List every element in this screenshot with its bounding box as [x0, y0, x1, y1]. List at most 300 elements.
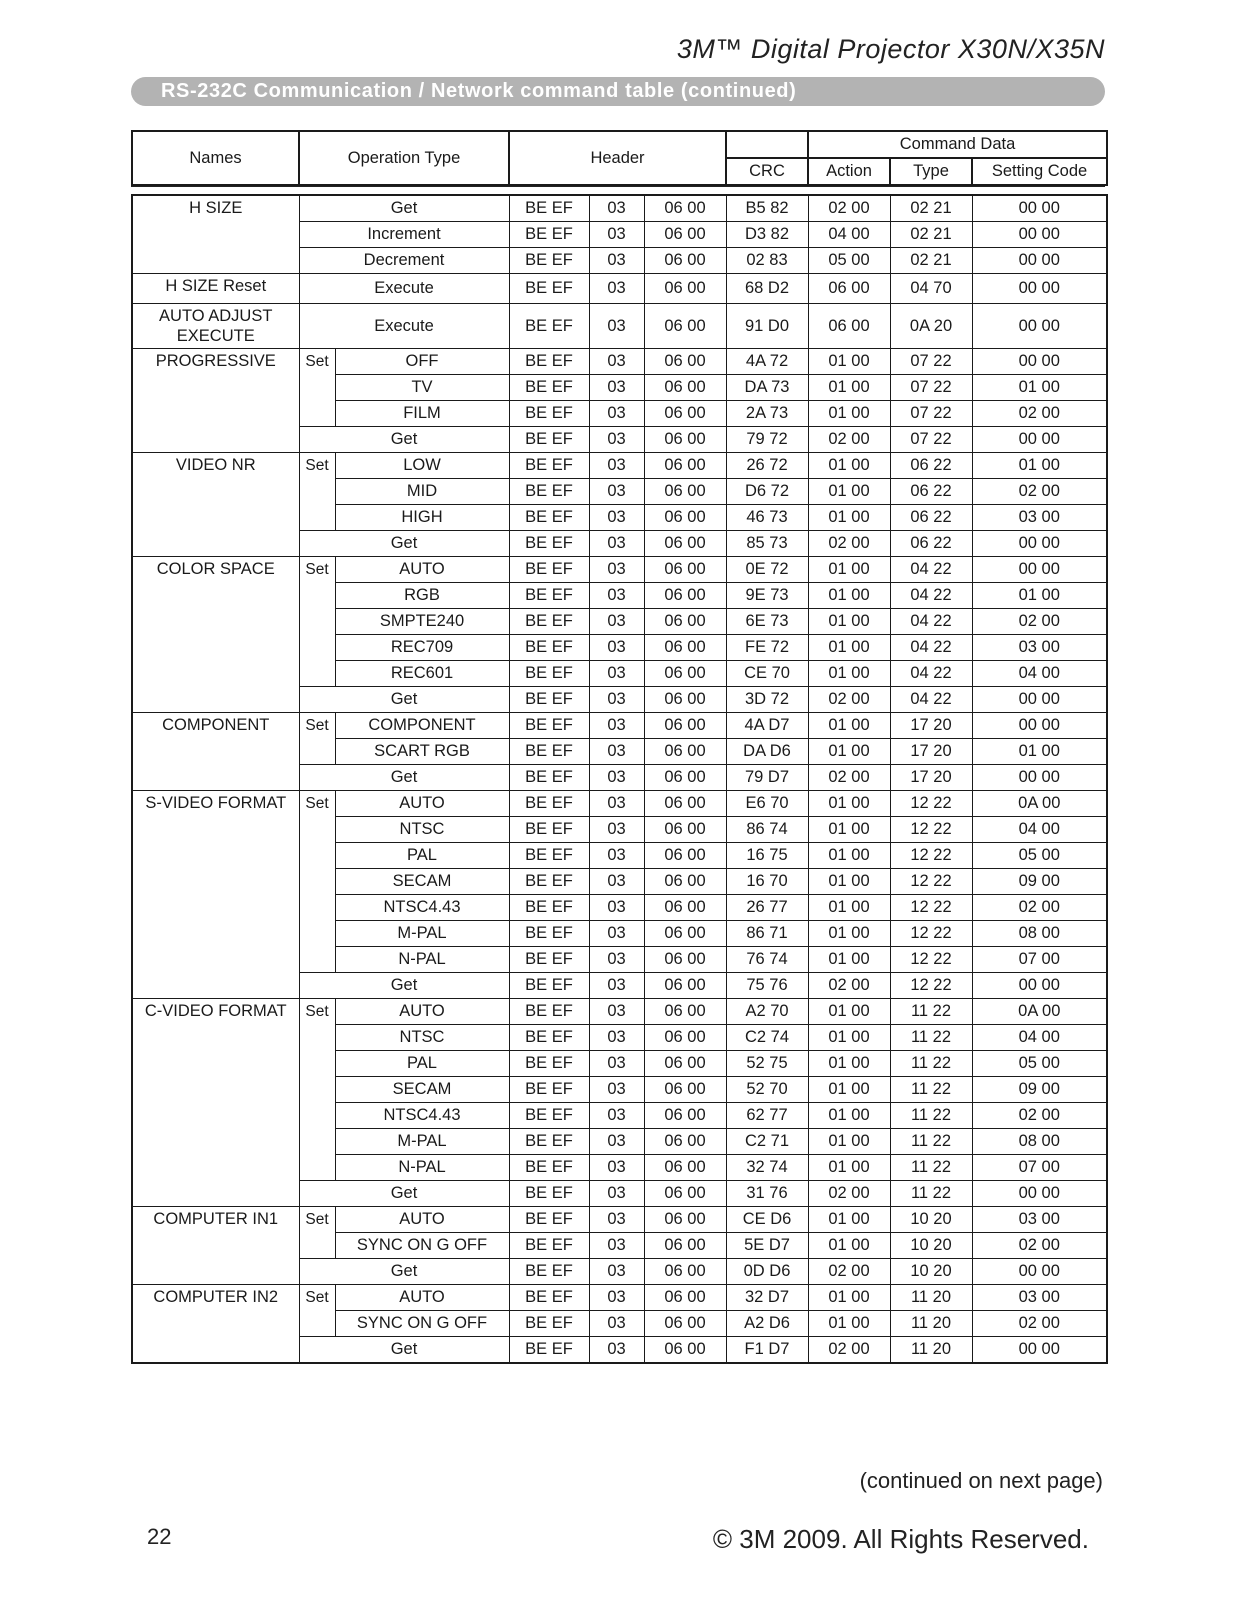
- header-bytes-cell: 03: [589, 1155, 644, 1181]
- operation-option: REC709: [335, 635, 509, 661]
- header-bytes-cell: BE EF: [509, 1285, 589, 1311]
- crc-cell: 86 71: [726, 921, 808, 947]
- operation-type: Execute: [299, 304, 509, 349]
- crc-cell: 9E 73: [726, 583, 808, 609]
- crc-cell: 5E D7: [726, 1233, 808, 1259]
- crc-cell: 52 70: [726, 1077, 808, 1103]
- action-cell: 06 00: [808, 304, 890, 349]
- crc-cell: 32 74: [726, 1155, 808, 1181]
- header-bytes-cell: 03: [589, 195, 644, 222]
- setting-code-cell: 00 00: [972, 973, 1107, 999]
- command-name: PROGRESSIVE: [132, 349, 299, 453]
- header-bytes-cell: 03: [589, 869, 644, 895]
- header-header: Header: [509, 131, 726, 185]
- header-bytes-cell: BE EF: [509, 1259, 589, 1285]
- header-bytes-cell: 06 00: [644, 1311, 726, 1337]
- header-bytes-cell: 06 00: [644, 635, 726, 661]
- header-bytes-cell: 06 00: [644, 1077, 726, 1103]
- header-bytes-cell: 06 00: [644, 1129, 726, 1155]
- operation-option: OFF: [335, 349, 509, 375]
- action-cell: 01 00: [808, 1155, 890, 1181]
- header-names: Names: [132, 131, 299, 185]
- setting-code-cell: 07 00: [972, 1155, 1107, 1181]
- operation-option: RGB: [335, 583, 509, 609]
- crc-cell: 75 76: [726, 973, 808, 999]
- header-bytes-cell: 03: [589, 739, 644, 765]
- crc-cell: DA 73: [726, 375, 808, 401]
- setting-code-cell: 01 00: [972, 739, 1107, 765]
- table-row: [132, 453, 1107, 479]
- setting-code-cell: 00 00: [972, 1259, 1107, 1285]
- action-cell: 01 00: [808, 1311, 890, 1337]
- type-cell: 06 22: [890, 453, 972, 479]
- action-cell: 01 00: [808, 1207, 890, 1233]
- action-cell: 02 00: [808, 427, 890, 453]
- header-bytes-cell: 06 00: [644, 1259, 726, 1285]
- action-cell: 01 00: [808, 1129, 890, 1155]
- header-bytes-cell: 03: [589, 349, 644, 375]
- header-bytes-cell: 03: [589, 1077, 644, 1103]
- action-cell: 01 00: [808, 817, 890, 843]
- crc-cell: D6 72: [726, 479, 808, 505]
- table-row: [132, 1285, 1107, 1311]
- operation-type: Get: [299, 1259, 509, 1285]
- action-cell: 06 00: [808, 274, 890, 304]
- action-cell: 01 00: [808, 1025, 890, 1051]
- crc-cell: 52 75: [726, 1051, 808, 1077]
- crc-cell: 16 75: [726, 843, 808, 869]
- header-bytes-cell: 06 00: [644, 195, 726, 222]
- type-cell: 11 22: [890, 1025, 972, 1051]
- command-name: COMPONENT: [132, 713, 299, 791]
- header-bytes-cell: 03: [589, 895, 644, 921]
- header-bytes-cell: 03: [589, 1233, 644, 1259]
- command-name: S-VIDEO FORMAT: [132, 791, 299, 999]
- action-cell: 05 00: [808, 248, 890, 274]
- command-name: COMPUTER IN2: [132, 1285, 299, 1364]
- header-bytes-cell: 06 00: [644, 1233, 726, 1259]
- header-bytes-cell: 03: [589, 1207, 644, 1233]
- setting-code-cell: 00 00: [972, 222, 1107, 248]
- section-title: RS-232C Communication / Network command table (continued): [161, 80, 797, 102]
- crc-cell: 3D 72: [726, 687, 808, 713]
- type-cell: 12 22: [890, 895, 972, 921]
- header-setting-code: Setting Code: [972, 158, 1107, 185]
- header-bytes-cell: 06 00: [644, 583, 726, 609]
- header-bytes-cell: 03: [589, 248, 644, 274]
- type-cell: 12 22: [890, 921, 972, 947]
- setting-code-cell: 05 00: [972, 843, 1107, 869]
- type-cell: 07 22: [890, 349, 972, 375]
- table-row: [132, 791, 1107, 817]
- header-bytes-cell: 06 00: [644, 1025, 726, 1051]
- header-bytes-cell: 06 00: [644, 304, 726, 349]
- header-bytes-cell: 06 00: [644, 817, 726, 843]
- crc-cell: 46 73: [726, 505, 808, 531]
- crc-cell: D3 82: [726, 222, 808, 248]
- setting-code-cell: 00 00: [972, 195, 1107, 222]
- setting-code-cell: 00 00: [972, 1337, 1107, 1364]
- operation-option: AUTO: [335, 557, 509, 583]
- header-bytes-cell: 06 00: [644, 765, 726, 791]
- action-cell: 01 00: [808, 375, 890, 401]
- header-bytes-cell: 03: [589, 973, 644, 999]
- header-bytes-cell: BE EF: [509, 1181, 589, 1207]
- action-cell: 01 00: [808, 505, 890, 531]
- header-bytes-cell: 03: [589, 1181, 644, 1207]
- crc-cell: A2 D6: [726, 1311, 808, 1337]
- crc-cell: C2 71: [726, 1129, 808, 1155]
- header-bytes-cell: BE EF: [509, 869, 589, 895]
- crc-cell: 79 D7: [726, 765, 808, 791]
- set-label: Set: [299, 1285, 335, 1337]
- header-bytes-cell: 03: [589, 1025, 644, 1051]
- type-cell: 11 22: [890, 1129, 972, 1155]
- header-bytes-cell: 06 00: [644, 869, 726, 895]
- crc-cell: 02 83: [726, 248, 808, 274]
- header-crc: CRC: [726, 158, 808, 185]
- action-cell: 02 00: [808, 531, 890, 557]
- header-bytes-cell: BE EF: [509, 1103, 589, 1129]
- header-bytes-cell: 03: [589, 274, 644, 304]
- header-bytes-cell: 03: [589, 479, 644, 505]
- action-cell: 01 00: [808, 895, 890, 921]
- action-cell: 01 00: [808, 999, 890, 1025]
- header-action: Action: [808, 158, 890, 185]
- type-cell: 12 22: [890, 817, 972, 843]
- action-cell: 04 00: [808, 222, 890, 248]
- header-bytes-cell: BE EF: [509, 609, 589, 635]
- header-bytes-cell: 06 00: [644, 713, 726, 739]
- header-bytes-cell: 03: [589, 713, 644, 739]
- header-bytes-cell: BE EF: [509, 304, 589, 349]
- crc-cell: 79 72: [726, 427, 808, 453]
- operation-option: N-PAL: [335, 947, 509, 973]
- type-cell: 04 22: [890, 661, 972, 687]
- type-cell: 04 70: [890, 274, 972, 304]
- action-cell: 01 00: [808, 1285, 890, 1311]
- action-cell: 01 00: [808, 1051, 890, 1077]
- operation-option: AUTO: [335, 791, 509, 817]
- header-bytes-cell: 03: [589, 817, 644, 843]
- header-bytes-cell: 06 00: [644, 222, 726, 248]
- command-name: H SIZE: [132, 195, 299, 274]
- header-bytes-cell: 03: [589, 999, 644, 1025]
- header-bytes-cell: 06 00: [644, 427, 726, 453]
- table-row: [132, 195, 1107, 222]
- setting-code-cell: 04 00: [972, 661, 1107, 687]
- command-name: COLOR SPACE: [132, 557, 299, 713]
- header-bytes-cell: BE EF: [509, 453, 589, 479]
- header-operation-type: Operation Type: [299, 131, 509, 185]
- table-row: [132, 999, 1107, 1025]
- set-label: Set: [299, 791, 335, 973]
- header-bytes-cell: 03: [589, 401, 644, 427]
- setting-code-cell: 07 00: [972, 947, 1107, 973]
- header-bytes-cell: 06 00: [644, 1051, 726, 1077]
- header-bytes-cell: BE EF: [509, 843, 589, 869]
- header-bytes-cell: 03: [589, 921, 644, 947]
- setting-code-cell: 00 00: [972, 304, 1107, 349]
- action-cell: 01 00: [808, 349, 890, 375]
- crc-cell: 76 74: [726, 947, 808, 973]
- setting-code-cell: 02 00: [972, 479, 1107, 505]
- setting-code-cell: 02 00: [972, 895, 1107, 921]
- type-cell: 10 20: [890, 1207, 972, 1233]
- crc-cell: CE 70: [726, 661, 808, 687]
- crc-cell: 26 72: [726, 453, 808, 479]
- operation-option: SECAM: [335, 1077, 509, 1103]
- header-bytes-cell: BE EF: [509, 401, 589, 427]
- action-cell: 02 00: [808, 687, 890, 713]
- operation-option: SYNC ON G OFF: [335, 1233, 509, 1259]
- operation-option: NTSC4.43: [335, 895, 509, 921]
- header-bytes-cell: 06 00: [644, 921, 726, 947]
- header-bytes-cell: 06 00: [644, 1285, 726, 1311]
- type-cell: 07 22: [890, 401, 972, 427]
- operation-option: MID: [335, 479, 509, 505]
- type-cell: 12 22: [890, 843, 972, 869]
- header-bytes-cell: BE EF: [509, 1207, 589, 1233]
- header-bytes-cell: 03: [589, 427, 644, 453]
- header-bytes-cell: 03: [589, 375, 644, 401]
- action-cell: 01 00: [808, 557, 890, 583]
- type-cell: 17 20: [890, 765, 972, 791]
- action-cell: 02 00: [808, 195, 890, 222]
- setting-code-cell: 03 00: [972, 1285, 1107, 1311]
- header-bytes-cell: 03: [589, 687, 644, 713]
- header-bytes-cell: BE EF: [509, 583, 589, 609]
- header-bytes-cell: BE EF: [509, 739, 589, 765]
- crc-cell: B5 82: [726, 195, 808, 222]
- header-bytes-cell: 06 00: [644, 687, 726, 713]
- crc-cell: 62 77: [726, 1103, 808, 1129]
- setting-code-cell: 03 00: [972, 505, 1107, 531]
- type-cell: 17 20: [890, 739, 972, 765]
- setting-code-cell: 02 00: [972, 609, 1107, 635]
- table-row: [132, 349, 1107, 375]
- type-cell: 10 20: [890, 1259, 972, 1285]
- action-cell: 01 00: [808, 843, 890, 869]
- header-bytes-cell: BE EF: [509, 248, 589, 274]
- crc-cell: 0E 72: [726, 557, 808, 583]
- header-bytes-cell: 06 00: [644, 739, 726, 765]
- operation-option: AUTO: [335, 1285, 509, 1311]
- setting-code-cell: 0A 00: [972, 791, 1107, 817]
- crc-cell: 68 D2: [726, 274, 808, 304]
- header-bytes-cell: 03: [589, 531, 644, 557]
- header-bytes-cell: 03: [589, 843, 644, 869]
- header-bytes-cell: BE EF: [509, 1233, 589, 1259]
- operation-option: TV: [335, 375, 509, 401]
- crc-cell: 32 D7: [726, 1285, 808, 1311]
- crc-cell: FE 72: [726, 635, 808, 661]
- type-cell: 02 21: [890, 248, 972, 274]
- header-bytes-cell: BE EF: [509, 921, 589, 947]
- type-cell: 12 22: [890, 869, 972, 895]
- crc-cell: A2 70: [726, 999, 808, 1025]
- header-bytes-cell: BE EF: [509, 713, 589, 739]
- header-bytes-cell: 06 00: [644, 1103, 726, 1129]
- header-bytes-cell: BE EF: [509, 973, 589, 999]
- header-bytes-cell: 06 00: [644, 274, 726, 304]
- header-bytes-cell: 03: [589, 661, 644, 687]
- setting-code-cell: 01 00: [972, 375, 1107, 401]
- header-bytes-cell: BE EF: [509, 895, 589, 921]
- type-cell: 06 22: [890, 531, 972, 557]
- action-cell: 01 00: [808, 453, 890, 479]
- setting-code-cell: 00 00: [972, 1181, 1107, 1207]
- header-bytes-cell: BE EF: [509, 222, 589, 248]
- header-bytes-cell: 03: [589, 1051, 644, 1077]
- header-bytes-cell: BE EF: [509, 661, 589, 687]
- operation-type: Get: [299, 531, 509, 557]
- header-bytes-cell: 03: [589, 1285, 644, 1311]
- setting-code-cell: 04 00: [972, 817, 1107, 843]
- header-bytes-cell: 03: [589, 635, 644, 661]
- action-cell: 01 00: [808, 921, 890, 947]
- crc-cell: E6 70: [726, 791, 808, 817]
- operation-option: SCART RGB: [335, 739, 509, 765]
- operation-option: M-PAL: [335, 1129, 509, 1155]
- header-bytes-cell: 06 00: [644, 401, 726, 427]
- header-bytes-cell: 03: [589, 505, 644, 531]
- operation-type: Get: [299, 687, 509, 713]
- action-cell: 01 00: [808, 1077, 890, 1103]
- operation-option: PAL: [335, 843, 509, 869]
- header-bytes-cell: BE EF: [509, 1025, 589, 1051]
- header-command-data: Command Data: [808, 131, 1107, 158]
- operation-option: LOW: [335, 453, 509, 479]
- action-cell: 01 00: [808, 635, 890, 661]
- page-number: 22: [147, 1524, 172, 1549]
- action-cell: 01 00: [808, 739, 890, 765]
- type-cell: 10 20: [890, 1233, 972, 1259]
- header-bytes-cell: 06 00: [644, 453, 726, 479]
- header-bytes-cell: BE EF: [509, 791, 589, 817]
- setting-code-cell: 0A 00: [972, 999, 1107, 1025]
- header-type: Type: [890, 158, 972, 185]
- header-bytes-cell: BE EF: [509, 274, 589, 304]
- header-bytes-cell: BE EF: [509, 195, 589, 222]
- action-cell: 01 00: [808, 713, 890, 739]
- setting-code-cell: 00 00: [972, 274, 1107, 304]
- type-cell: 06 22: [890, 505, 972, 531]
- type-cell: 04 22: [890, 635, 972, 661]
- crc-cell: 6E 73: [726, 609, 808, 635]
- header-bytes-cell: 06 00: [644, 557, 726, 583]
- action-cell: 02 00: [808, 765, 890, 791]
- type-cell: 04 22: [890, 557, 972, 583]
- operation-option: NTSC: [335, 1025, 509, 1051]
- setting-code-cell: 00 00: [972, 765, 1107, 791]
- action-cell: 01 00: [808, 479, 890, 505]
- header-bytes-cell: 06 00: [644, 895, 726, 921]
- header-bytes-cell: 03: [589, 1337, 644, 1364]
- crc-cell: CE D6: [726, 1207, 808, 1233]
- header-bytes-cell: 03: [589, 947, 644, 973]
- type-cell: 17 20: [890, 713, 972, 739]
- header-bytes-cell: BE EF: [509, 427, 589, 453]
- header-bytes-cell: 06 00: [644, 1337, 726, 1364]
- header-bytes-cell: BE EF: [509, 999, 589, 1025]
- set-label: Set: [299, 557, 335, 687]
- action-cell: 01 00: [808, 869, 890, 895]
- header-bytes-cell: 03: [589, 1259, 644, 1285]
- setting-code-cell: 00 00: [972, 687, 1107, 713]
- header-bytes-cell: BE EF: [509, 765, 589, 791]
- header-bytes-cell: 06 00: [644, 661, 726, 687]
- setting-code-cell: 09 00: [972, 1077, 1107, 1103]
- table-row: [132, 304, 1107, 349]
- header-bytes-cell: BE EF: [509, 349, 589, 375]
- operation-option: M-PAL: [335, 921, 509, 947]
- crc-cell: 86 74: [726, 817, 808, 843]
- crc-cell: 31 76: [726, 1181, 808, 1207]
- setting-code-cell: 00 00: [972, 349, 1107, 375]
- crc-cell: F1 D7: [726, 1337, 808, 1364]
- crc-cell: 85 73: [726, 531, 808, 557]
- setting-code-cell: 00 00: [972, 248, 1107, 274]
- setting-code-cell: 08 00: [972, 921, 1107, 947]
- header-bytes-cell: BE EF: [509, 817, 589, 843]
- setting-code-cell: 02 00: [972, 1233, 1107, 1259]
- action-cell: 02 00: [808, 1259, 890, 1285]
- crc-cell: DA D6: [726, 739, 808, 765]
- type-cell: 02 21: [890, 222, 972, 248]
- setting-code-cell: 00 00: [972, 713, 1107, 739]
- header-bytes-cell: BE EF: [509, 505, 589, 531]
- header-bytes-cell: 06 00: [644, 479, 726, 505]
- crc-cell: 0D D6: [726, 1259, 808, 1285]
- operation-option: N-PAL: [335, 1155, 509, 1181]
- type-cell: 11 20: [890, 1337, 972, 1364]
- header-bytes-cell: 06 00: [644, 973, 726, 999]
- table-row: [132, 274, 1107, 304]
- header-bytes-cell: 06 00: [644, 999, 726, 1025]
- header-bytes-cell: 03: [589, 557, 644, 583]
- header-bytes-cell: 06 00: [644, 1181, 726, 1207]
- type-cell: 11 22: [890, 1155, 972, 1181]
- header-bytes-cell: 06 00: [644, 531, 726, 557]
- action-cell: 01 00: [808, 583, 890, 609]
- header-bytes-cell: 06 00: [644, 375, 726, 401]
- table-row: [132, 1207, 1107, 1233]
- header-bytes-cell: BE EF: [509, 1129, 589, 1155]
- header-bytes-cell: 03: [589, 1129, 644, 1155]
- command-name: H SIZE Reset: [132, 274, 299, 304]
- type-cell: 11 22: [890, 1181, 972, 1207]
- header-bytes-cell: BE EF: [509, 557, 589, 583]
- header-bytes-cell: 06 00: [644, 609, 726, 635]
- header-bytes-cell: 03: [589, 304, 644, 349]
- operation-option: PAL: [335, 1051, 509, 1077]
- operation-option: NTSC4.43: [335, 1103, 509, 1129]
- setting-code-cell: 08 00: [972, 1129, 1107, 1155]
- table-row: [132, 557, 1107, 583]
- operation-type: Get: [299, 765, 509, 791]
- type-cell: 07 22: [890, 375, 972, 401]
- operation-option: REC601: [335, 661, 509, 687]
- copyright: © 3M 2009. All Rights Reserved.: [712, 1524, 1089, 1554]
- setting-code-cell: 00 00: [972, 557, 1107, 583]
- crc-cell: 16 70: [726, 869, 808, 895]
- crc-cell: 26 77: [726, 895, 808, 921]
- set-label: Set: [299, 1207, 335, 1259]
- document-title: 3M™ Digital Projector X30N/X35N: [676, 34, 1105, 64]
- header-bytes-cell: BE EF: [509, 531, 589, 557]
- setting-code-cell: 04 00: [972, 1025, 1107, 1051]
